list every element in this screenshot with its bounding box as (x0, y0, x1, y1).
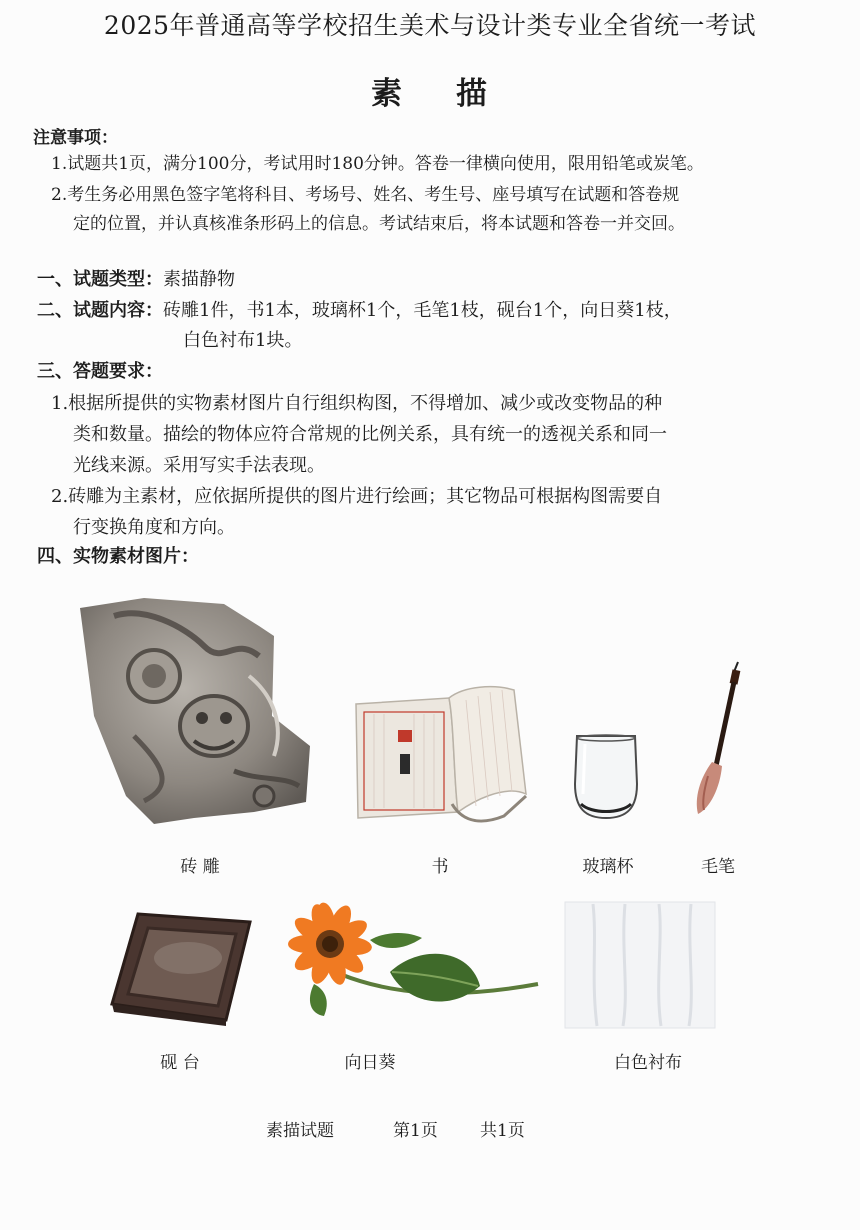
subject-char-1: 素 (371, 76, 404, 112)
notice-item-2: 2.考生务必用黑色签字笔将科目、考场号、姓名、考生号、座号填写在试题和答卷规 定的位置，并认真核准条形码上的信息。考试结束后，将本试题和答卷一并交回。 (51, 185, 685, 234)
requirement-item-1: 1.根据所提供的实物素材图片自行组织构图，不得增加、减少或改变物品的种 类和数量。描绘的物体应符合常规的比例关系，具有统一的透视关系和同一 光线来源。采用写实手法表现。 (51, 393, 667, 476)
section-content-head: 二、试题内容： (37, 300, 163, 321)
section-requirements-head: 三、答题要求： (37, 361, 163, 382)
footer-page: 第1页 (393, 1121, 438, 1141)
sunflower-image (280, 904, 542, 1024)
requirement-item-2: 2.砖雕为主素材，应依据所提供的图片进行绘画；其它物品可根据构图需要自 行变换角度和方向。 (51, 486, 663, 538)
footer-total: 共1页 (480, 1121, 525, 1141)
inkstone-image (108, 908, 254, 1024)
subject-title (0, 68, 860, 113)
section-type-head: 一、试题类型： (37, 269, 163, 290)
notice-item-1: 1.试题共1页，满分100分，考试用时180分钟。答卷一律横向使用，限用铅笔或炭笔。 (51, 154, 704, 174)
brick-carving-image (74, 596, 314, 828)
brush-image (690, 658, 750, 818)
section-requirements (37, 357, 163, 387)
caption-brick: 砖 雕 (180, 857, 220, 877)
glass-image (571, 734, 641, 820)
exam-title: 2025年普通高等学校招生美术与设计类专业全省统一考试 (103, 11, 757, 40)
caption-brush: 毛笔 (701, 857, 735, 877)
section-type-text: 素描静物 (163, 269, 235, 290)
footer-name: 素描试题 (266, 1121, 334, 1141)
section-materials-head: 四、实物素材图片： (37, 546, 199, 567)
caption-inkstone: 砚 台 (160, 1053, 200, 1073)
section-materials (37, 542, 199, 572)
notice-heading: 注意事项： (33, 128, 118, 148)
subject-char-2: 描 (456, 76, 489, 112)
caption-glass: 玻璃杯 (582, 857, 634, 877)
caption-book: 书 (431, 857, 449, 877)
white-cloth-image (563, 900, 717, 1030)
caption-sunflower: 向日葵 (344, 1053, 396, 1073)
caption-cloth: 白色衬布 (614, 1053, 682, 1073)
section-content (37, 296, 682, 356)
book-image (354, 684, 530, 824)
section-type (37, 265, 235, 295)
section-content-line1: 砖雕1件，书1本，玻璃杯1个，毛笔1枝，砚台1个，向日葵1枝， (163, 300, 682, 321)
section-content-line2: 白色衬布1块。 (183, 330, 303, 351)
